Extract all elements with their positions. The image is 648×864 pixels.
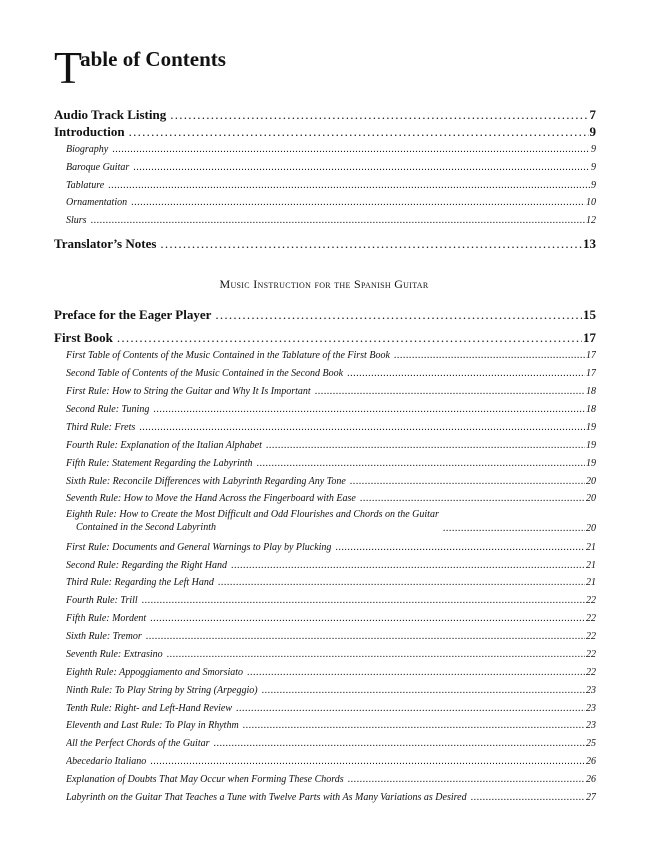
toc-entry-label: First Rule: Documents and General Warnings to Play by Plucking — [66, 542, 332, 553]
toc-entry-page: 21 — [586, 560, 596, 571]
toc-entry-label: Fourth Rule: Explanation of the Italian Alphabet — [66, 440, 262, 451]
toc-entry-page: 7 — [589, 107, 596, 122]
dot-leader — [91, 215, 585, 226]
dot-leader — [131, 197, 585, 208]
dot-leader — [243, 720, 585, 731]
toc-entry-label: Seventh Rule: How to Move the Hand Across the Fingerboard with Ease — [66, 493, 356, 504]
toc-entry-label: Second Rule: Regarding the Right Hand — [66, 560, 227, 571]
toc-entry-label: Introduction — [54, 124, 125, 139]
toc-entry-label: First Rule: How to String the Guitar and Why It Is Important — [66, 386, 311, 397]
toc-entry-page: 23 — [586, 703, 596, 714]
toc-subentry[interactable] — [66, 631, 596, 642]
toc-entry-label: Sixth Rule: Tremor — [66, 631, 142, 642]
toc-entry-label: Sixth Rule: Reconcile Differences with Labyrinth Regarding Any Tone — [66, 476, 346, 487]
toc-entry-label: Preface for the Eager Player — [54, 307, 212, 322]
toc-subentry[interactable] — [66, 493, 596, 504]
toc-entry-label: Second Rule: Tuning — [66, 404, 150, 415]
toc-entry-page: 23 — [586, 720, 596, 731]
toc-entry-page: 19 — [586, 422, 596, 433]
dot-leader — [150, 613, 585, 624]
dot-leader — [146, 631, 585, 642]
toc-subentry[interactable] — [66, 350, 596, 361]
toc-entry-page: 26 — [586, 774, 596, 785]
toc-entry-translators-notes[interactable] — [54, 236, 596, 252]
toc-entry-page: 22 — [586, 631, 596, 642]
toc-subentry[interactable] — [66, 386, 596, 397]
toc-subentry-tablature[interactable] — [66, 180, 596, 191]
title-dropcap: T — [54, 42, 83, 93]
toc-entry-page: 21 — [586, 577, 596, 588]
toc-entry-page: 19 — [586, 458, 596, 469]
dot-leader — [167, 649, 585, 660]
toc-entry-page: 23 — [586, 685, 596, 696]
dot-leader — [112, 144, 590, 155]
dot-leader — [471, 792, 585, 803]
dot-leader — [360, 493, 585, 504]
page-title — [54, 42, 226, 93]
toc-entry-label: Third Rule: Frets — [66, 422, 136, 433]
toc-subentry-baroque-guitar[interactable] — [66, 162, 596, 173]
toc-subentry[interactable] — [66, 738, 596, 749]
toc-entry-preface[interactable] — [54, 307, 596, 323]
toc-entry-label: Explanation of Doubts That May Occur when Forming These Chords — [66, 774, 344, 785]
dot-leader — [247, 667, 585, 678]
dot-leader — [236, 703, 585, 714]
dot-leader — [108, 180, 590, 191]
toc-entry-audio-track-listing[interactable] — [54, 107, 596, 123]
toc-subentry[interactable] — [66, 542, 596, 553]
dot-leader — [150, 756, 585, 767]
toc-entry-label: Second Table of Contents of the Music Contained in the Second Book — [66, 368, 344, 379]
dot-leader — [335, 542, 585, 553]
toc-entry-page: 22 — [586, 649, 596, 660]
toc-entry-first-book[interactable] — [54, 330, 596, 346]
toc-entry-page: 12 — [586, 215, 596, 226]
dot-leader — [218, 577, 585, 588]
toc-entry-page: 9 — [591, 162, 596, 173]
toc-entry-label: First Table of Contents of the Music Contained in the Tablature of the First Book — [66, 350, 390, 361]
toc-entry-introduction[interactable] — [54, 124, 596, 140]
toc-entry-label: Seventh Rule: Extrasino — [66, 649, 163, 660]
dot-leader — [266, 440, 585, 451]
dot-leader — [231, 560, 585, 571]
toc-entry-page: 17 — [586, 350, 596, 361]
toc-entry-label: Fourth Rule: Trill — [66, 595, 138, 606]
toc-subentry[interactable] — [66, 613, 596, 624]
toc-entry-label: Baroque Guitar — [66, 162, 130, 173]
dot-leader — [117, 330, 582, 346]
toc-subentry[interactable] — [66, 368, 596, 379]
dot-leader — [315, 386, 585, 397]
toc-subentry[interactable] — [66, 703, 596, 714]
toc-entry-page: 20 — [586, 476, 596, 487]
toc-entry-label: Labyrinth on the Guitar That Teaches a Tune with Twelve Parts with As Many Variations as Desired — [66, 792, 467, 803]
toc-subentry[interactable] — [66, 458, 596, 469]
dot-leader — [142, 595, 585, 606]
dot-leader — [262, 685, 585, 696]
toc-entry-label: First Book — [54, 330, 113, 345]
toc-entry-label: Ornamentation — [66, 197, 128, 208]
toc-subentry[interactable] — [66, 649, 596, 660]
toc-subentry[interactable] — [66, 476, 596, 487]
dot-leader — [170, 107, 588, 123]
toc-entry-page: 17 — [583, 330, 596, 345]
toc-entry-page: 22 — [586, 613, 596, 624]
toc-entry-page: 10 — [586, 197, 596, 208]
toc-subentry[interactable] — [66, 404, 596, 415]
toc-entry-page: 19 — [586, 440, 596, 451]
toc-entry-label: Third Rule: Regarding the Left Hand — [66, 577, 214, 588]
dot-leader — [350, 476, 585, 487]
dot-leader — [215, 307, 582, 323]
toc-entry-label: Eighth Rule: How to Create the Most Difficult and Odd Flourishes and Chords on the Guitar Contained in the Second Labyrinth — [66, 509, 439, 533]
toc-subentry-ornamentation[interactable] — [66, 197, 596, 208]
toc-entry-label: Tablature — [66, 180, 105, 191]
toc-subentry[interactable] — [66, 720, 596, 731]
toc-subentry[interactable] — [66, 792, 596, 803]
toc-entry-label: Audio Track Listing — [54, 107, 167, 122]
toc-entry-page: 13 — [583, 236, 596, 251]
toc-entry-page: 9 — [591, 144, 596, 155]
toc-subentry-slurs[interactable] — [66, 215, 596, 226]
toc-subentry[interactable] — [66, 577, 596, 588]
dot-leader — [160, 236, 582, 252]
toc-entry-page: 20 — [586, 493, 596, 504]
dot-leader — [153, 404, 585, 415]
toc-entry-label: Eleventh and Last Rule: To Play in Rhythm — [66, 720, 239, 731]
toc-subentry[interactable] — [66, 774, 596, 785]
toc-subentry[interactable] — [66, 667, 596, 678]
toc-subentry[interactable] — [66, 685, 596, 696]
toc-entry-label: Abecedario Italiano — [66, 756, 147, 767]
toc-subentry[interactable] — [66, 560, 596, 571]
dot-leader — [214, 738, 585, 749]
toc-subentry-eighth-rule[interactable] — [66, 508, 596, 534]
dot-leader — [443, 523, 585, 534]
toc-entry-label: Tenth Rule: Right- and Left-Hand Review — [66, 703, 232, 714]
toc-subentry-biography[interactable] — [66, 144, 596, 155]
toc-entry-label: Ninth Rule: To Play String by String (Arpeggio) — [66, 685, 258, 696]
toc-entry-label: Fifth Rule: Statement Regarding the Labyrinth — [66, 458, 253, 469]
toc-entry-page: 21 — [586, 542, 596, 553]
toc-entry-page: 20 — [586, 523, 596, 534]
toc-entry-label: Eighth Rule: Appoggiamento and Smorsiato — [66, 667, 244, 678]
toc-entry-page: 22 — [586, 595, 596, 606]
toc-entry-page: 17 — [586, 368, 596, 379]
toc-entry-page: 9 — [591, 180, 596, 191]
toc-entry-page: 15 — [583, 307, 596, 322]
toc-subentry[interactable] — [66, 422, 596, 433]
dot-leader — [129, 124, 589, 140]
toc-entry-page: 26 — [586, 756, 596, 767]
toc-entry-label: Translator’s Notes — [54, 236, 157, 251]
dot-leader — [347, 368, 585, 379]
toc-entry-page: 25 — [586, 738, 596, 749]
dot-leader — [348, 774, 585, 785]
toc-entry-page: 18 — [586, 386, 596, 397]
toc-entry-label: All the Perfect Chords of the Guitar — [66, 738, 210, 749]
toc-entry-page: 9 — [589, 124, 596, 139]
toc-subentry[interactable] — [66, 756, 596, 767]
toc-entry-page: 27 — [586, 792, 596, 803]
dot-leader — [133, 162, 590, 173]
dot-leader — [257, 458, 585, 469]
toc-subentry[interactable] — [66, 595, 596, 606]
toc-subentry[interactable] — [66, 440, 596, 451]
dot-leader — [394, 350, 585, 361]
toc-entry-page: 22 — [586, 667, 596, 678]
section-heading: Music Instruction for the Spanish Guitar — [219, 277, 429, 291]
toc-entry-label: Slurs — [66, 215, 87, 226]
dot-leader — [139, 422, 585, 433]
toc-entry-label: Biography — [66, 144, 109, 155]
toc-entry-page: 18 — [586, 404, 596, 415]
title-text: able of Contents — [80, 47, 226, 71]
toc-entry-label: Fifth Rule: Mordent — [66, 613, 147, 624]
